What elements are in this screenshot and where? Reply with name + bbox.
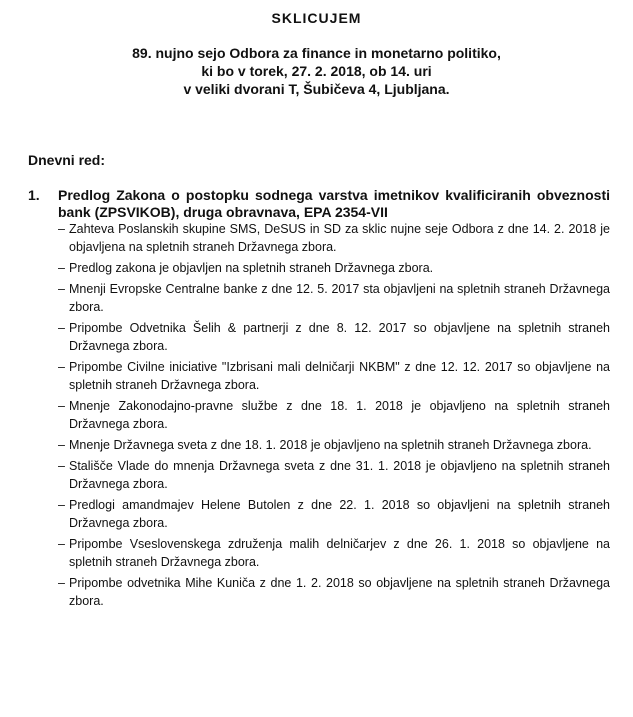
agenda-bullet-text: Predlog zakona je objavljen na spletnih straneh Državnega zbora. (69, 261, 434, 275)
agenda-bullet-text: Pripombe Vseslovenskega združenja malih delničarjev z dne 26. 1. 2018 so objavljene na spletnih straneh Državnega zbora. (69, 537, 610, 569)
agenda-item-title: Predlog Zakona o postopku sodnega varstva imetnikov kvalificiranih obveznosti bank (ZPSVIKOB), druga obravnava, EPA 2354-VII (58, 187, 610, 220)
agenda-bullet-text: Zahteva Poslanskih skupine SMS, DeSUS in SD za sklic nujne seje Odbora z dne 14. 2. 2018 je objavljena na spletnih straneh Državnega zbora. (69, 222, 610, 254)
dash-marker: – (58, 537, 65, 551)
agenda-bullet-text: Mnenje Zakonodajno-pravne službe z dne 18. 1. 2018 je objavljeno na spletnih straneh Državnega zbora. (69, 399, 610, 431)
agenda-label: Dnevni red: (28, 152, 106, 168)
dash-marker: – (58, 399, 65, 413)
dash-marker: – (58, 360, 65, 374)
document-title: SKLICUJEM (271, 10, 362, 26)
agenda-bullet-text: Stališče Vlade do mnenja Državnega sveta z dne 31. 1. 2018 je objavljeno na spletnih straneh Državnega zbora. (69, 459, 610, 491)
agenda-bullet (58, 259, 610, 277)
agenda-bullet (58, 397, 610, 433)
dash-marker: – (58, 438, 65, 452)
agenda-item-number: 1. (28, 187, 40, 203)
dash-marker: – (58, 282, 65, 296)
meeting-details-line: v veliki dvorani T, Šubičeva 4, Ljubljana. (183, 81, 450, 97)
agenda-bullet-text: Mnenje Državnega sveta z dne 18. 1. 2018 je objavljeno na spletnih straneh Državnega zbora. (69, 438, 592, 452)
agenda-bullet-text: Pripombe Civilne iniciative "Izbrisani mali delničarji NKBM" z dne 12. 12. 2017 so objavljene na spletnih straneh Državnega zbora. (69, 360, 610, 392)
meeting-details (0, 44, 633, 98)
agenda-bullet (58, 319, 610, 355)
agenda-bullet (58, 436, 610, 454)
agenda-bullet (58, 535, 610, 571)
agenda-bullet (58, 220, 610, 256)
dash-marker: – (58, 222, 65, 236)
agenda-bullet-text: Pripombe Odvetnika Šelih & partnerji z dne 8. 12. 2017 so objavljene na spletnih straneh Državnega zbora. (69, 321, 610, 353)
agenda-bullet-text: Pripombe odvetnika Mihe Kuniča z dne 1. 2. 2018 so objavljene na spletnih straneh Državnega zbora. (69, 576, 610, 608)
agenda-bullet-text: Mnenji Evropske Centralne banke z dne 12. 5. 2017 sta objavljeni na spletnih straneh Državnega zbora. (69, 282, 610, 314)
dash-marker: – (58, 321, 65, 335)
dash-marker: – (58, 576, 65, 590)
dash-marker: – (58, 498, 65, 512)
agenda-bullet (58, 574, 610, 610)
agenda-item-bullet-list (58, 220, 610, 613)
agenda-bullet (58, 358, 610, 394)
agenda-bullet (58, 280, 610, 316)
agenda-bullet (58, 496, 610, 532)
dash-marker: – (58, 459, 65, 473)
agenda-bullet-text: Predlogi amandmajev Helene Butolen z dne 22. 1. 2018 so objavljeni na spletnih straneh Državnega zbora. (69, 498, 610, 530)
meeting-details-line: ki bo v torek, 27. 2. 2018, ob 14. uri (201, 63, 432, 79)
agenda-bullet (58, 457, 610, 493)
meeting-details-line: 89. nujno sejo Odbora za finance in monetarno politiko, (132, 45, 501, 61)
dash-marker: – (58, 261, 65, 275)
